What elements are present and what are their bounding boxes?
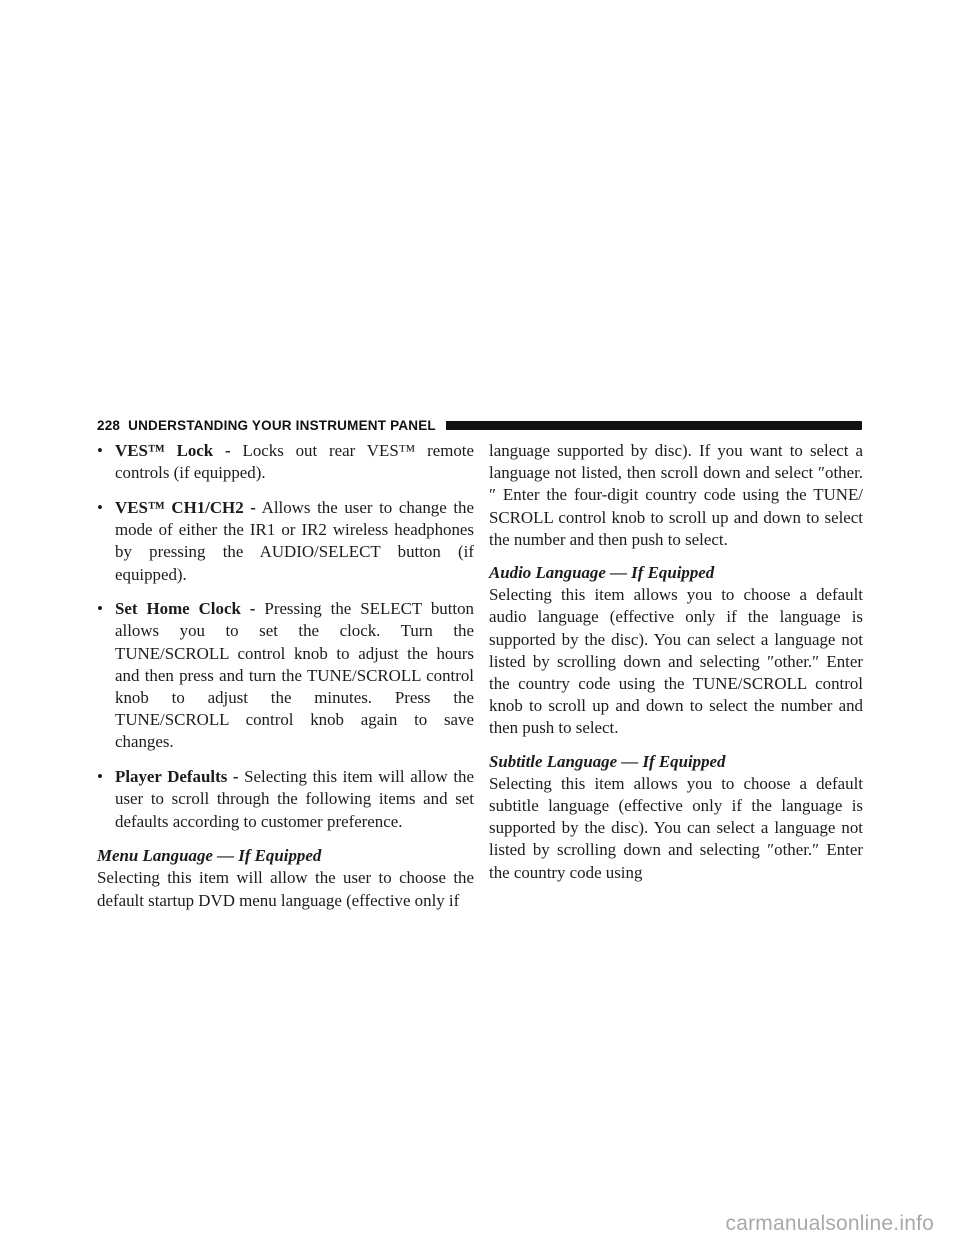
bullet-icon: • xyxy=(97,767,103,787)
bullet-term: VES™ CH1/CH2 - xyxy=(115,497,256,517)
bullet-text: Locks out rear VES™ remote controls (if equipped). xyxy=(115,441,475,483)
subtitle-language-heading: Subtitle Language — If Equipped xyxy=(489,751,726,771)
page-header xyxy=(97,416,862,434)
menu-language-text: Selecting this item will allow the user to choose the default startup DVD menu language (effective only if xyxy=(97,868,474,910)
section-title: UNDERSTANDING YOUR INSTRUMENT PANEL xyxy=(128,417,436,433)
page-number: 228 xyxy=(97,417,121,433)
bullet-term: Player Defaults - xyxy=(115,767,239,787)
bullet-text: Pressing the SELECT button allows you to set the clock. Turn the TUNE/SCROLL control knob to adjust the hours and then press and turn the TUNE/SCROLL control knob to adjust the minutes. Press the TUNE/SCROLL control knob again to save changes. xyxy=(115,599,475,752)
watermark: carmanualsonline.info xyxy=(725,1212,934,1235)
header-rule xyxy=(446,421,862,430)
bullet-text: Selecting this item will allow the user to scroll through the following items and set defaults according to customer preference. xyxy=(115,767,474,831)
bullet-item xyxy=(97,440,474,484)
bullet-item xyxy=(97,598,474,753)
bullet-icon: • xyxy=(97,599,103,619)
menu-language-heading: Menu Language — If Equipped xyxy=(97,846,322,866)
bullet-item xyxy=(97,766,474,833)
subtitle-language-text: Selecting this item allows you to choose a default subtitle language (effective only if the language is supported by the disc). You can select a language not listed by scrolling down and selecting ″other.″ Enter the country code using xyxy=(489,773,863,882)
right-column xyxy=(489,440,863,884)
bullet-term: Set Home Clock - xyxy=(115,599,256,619)
audio-language-text: Selecting this item allows you to choose a default audio language (effective only if the language is supported by the disc). You can select a language not listed by scrolling down and selecting ″other.″ Enter the country code using the TUNE/SCROLL control knob to scroll up and down to select the number and then push to select. xyxy=(489,585,863,738)
bullet-text: Allows the user to change the mode of either the IR1 or IR2 wireless headphones by pressing the AUDIO/SELECT button (if equipped). xyxy=(115,497,474,584)
audio-language-heading: Audio Language — If Equipped xyxy=(489,563,715,583)
left-column xyxy=(97,440,474,912)
bullet-icon: • xyxy=(97,497,103,517)
bullet-icon: • xyxy=(97,441,103,460)
bullet-item xyxy=(97,497,474,586)
bullet-term: VES™ Lock - xyxy=(115,441,231,460)
menu-language-continuation: language supported by disc). If you want to select a language not listed, then scroll down and select ″other.″ Enter the four-digit country code using the TUNE/ SCROLL control knob to scroll up and down to select the number and then push to select. xyxy=(489,441,863,549)
